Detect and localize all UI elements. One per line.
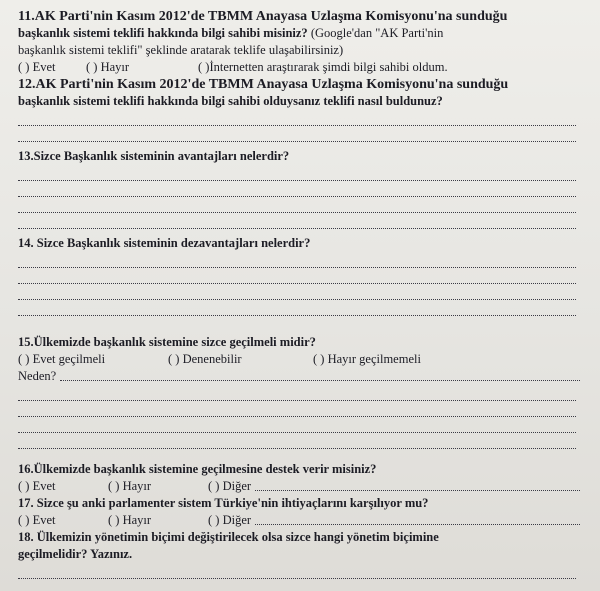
q11-option-evet[interactable]: ( ) Evet: [18, 60, 56, 74]
q17-options: [18, 512, 580, 529]
q15-options: [18, 351, 580, 368]
q18-line1: 18. Ülkemizin yönetimin biçimi değiştirilecek olsa sizce hangi yönetim biçimine: [18, 530, 439, 544]
q17-option-diger[interactable]: ( ) Diğer: [208, 513, 252, 527]
q15-option-hayir[interactable]: ( ) Hayır geçilmemeli: [313, 352, 421, 366]
q16-options: [18, 478, 580, 495]
q17-option-evet[interactable]: ( ) Evet: [18, 513, 56, 527]
q11-line2: [18, 25, 580, 42]
q12-line2: başkanlık sistemi teklifi hakkında bilgi sahibi olduysanız teklifi nasıl buldunuz?: [18, 94, 443, 108]
q11-option-internet[interactable]: ( )İnternetten araştırarak şimdi bilgi sahibi oldum.: [198, 60, 448, 74]
q13-answer-line-1[interactable]: [18, 165, 576, 181]
q17-question: 17. Sizce şu anki parlamenter sistem Türkiye'nin ihtiyaçlarını karşılıyor mu?: [18, 496, 429, 510]
q11-option-hayir[interactable]: ( ) Hayır: [86, 60, 130, 74]
q13-answer-line-4[interactable]: [18, 213, 576, 229]
q16-option-hayir[interactable]: ( ) Hayır: [108, 479, 152, 493]
q17-option-hayir[interactable]: ( ) Hayır: [108, 513, 152, 527]
q11-line3: başkanlık sistemi teklifi" şeklinde aratarak teklife ulaşabilirsiniz): [18, 43, 344, 57]
q14-answer-line-4[interactable]: [18, 300, 576, 316]
q15-why-row: [18, 368, 580, 385]
q11-line2-bold: başkanlık sistemi teklifi hakkında bilgi sahibi misiniz?: [18, 26, 308, 40]
q15-answer-line-4[interactable]: [18, 433, 576, 449]
q15-answer-line-3[interactable]: [18, 417, 576, 433]
q15-option-denenebilir[interactable]: ( ) Denenebilir: [168, 352, 242, 366]
q11-options: [18, 59, 580, 76]
q12-line1: 12.AK Parti'nin Kasım 2012'de TBMM Anayasa Uzlaşma Komisyonu'na sunduğu: [18, 77, 509, 92]
q15-why-label: Neden?: [18, 369, 57, 383]
q12-answer-line-2[interactable]: [18, 126, 576, 142]
q14-answer-line-3[interactable]: [18, 284, 576, 300]
q13-answer-line-3[interactable]: [18, 197, 576, 213]
q14-question: 14. Sizce Başkanlık sisteminin dezavantajları nelerdir?: [18, 236, 311, 250]
q15-answer-line-2[interactable]: [18, 401, 576, 417]
q15-option-evet[interactable]: ( ) Evet geçilmeli: [18, 352, 106, 366]
q13-question: 13.Sizce Başkanlık sisteminin avantajları nelerdir?: [18, 149, 290, 163]
q11-line1: 11.AK Parti'nin Kasım 2012'de TBMM Anayasa Uzlaşma Komisyonu'na sunduğu: [18, 9, 508, 24]
q18-line2: geçilmelidir? Yazınız.: [18, 547, 133, 561]
q15-question: 15.Ülkemizde başkanlık sistemine sizce geçilmeli midir?: [18, 335, 316, 349]
q17-diger-answer[interactable]: [255, 512, 580, 525]
q12-answer-line-1[interactable]: [18, 110, 576, 126]
q18-answer-line-1[interactable]: [18, 563, 576, 579]
q13-answer-line-2[interactable]: [18, 181, 576, 197]
q16-option-diger[interactable]: ( ) Diğer: [208, 479, 252, 493]
q11-line2-normal: (Google'dan "AK Parti'nin: [307, 26, 444, 40]
q16-option-evet[interactable]: ( ) Evet: [18, 479, 56, 493]
q15-answer-line-1[interactable]: [18, 385, 576, 401]
q14-answer-line-1[interactable]: [18, 252, 576, 268]
q16-diger-answer[interactable]: [255, 478, 580, 491]
q15-why-answer[interactable]: [60, 368, 580, 381]
q16-question: 16.Ülkemizde başkanlık sistemine geçilmesine destek verir misiniz?: [18, 462, 377, 476]
q14-answer-line-2[interactable]: [18, 268, 576, 284]
